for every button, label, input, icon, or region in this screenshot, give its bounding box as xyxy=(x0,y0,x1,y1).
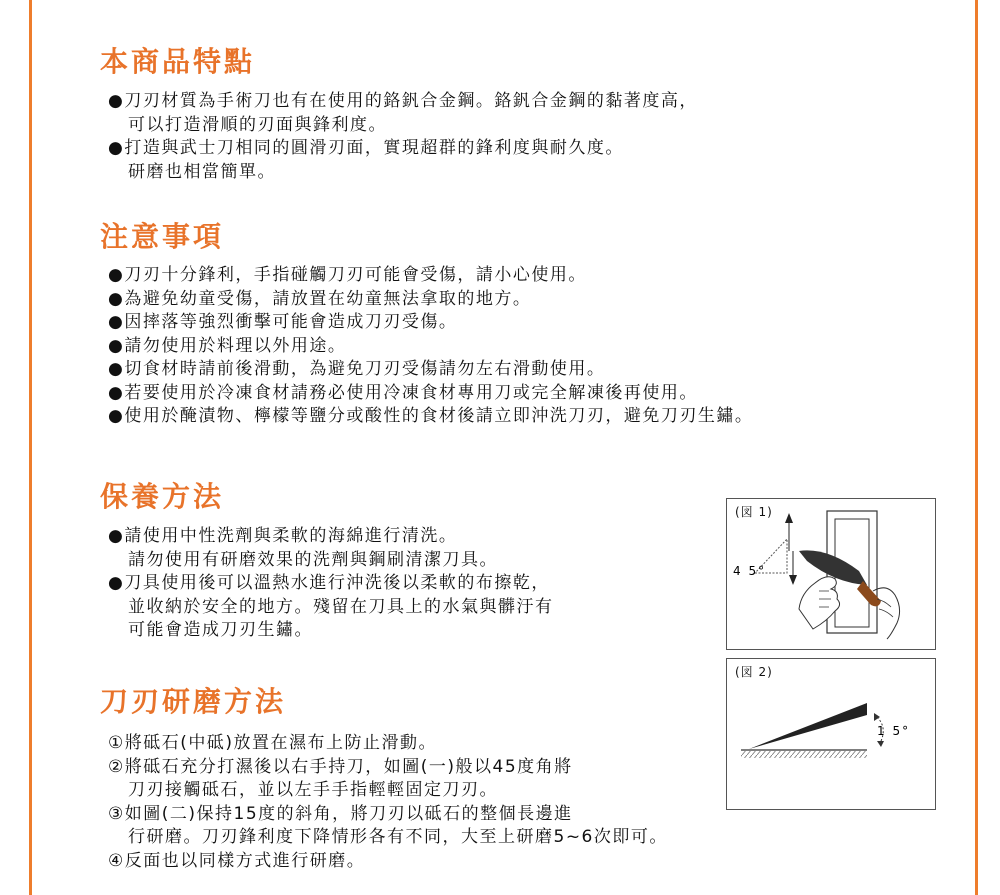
list-item: 並收納於安全的地方。殘留在刀具上的水氣與髒汙有 xyxy=(128,596,554,617)
sharpening-list xyxy=(108,732,668,873)
list-item: ●切食材時請前後滑動，為避免刀刃受傷請勿左右滑動使用。 xyxy=(108,359,606,379)
list-item: ①將砥石(中砥)放置在濕布上防止滑動。 xyxy=(108,733,438,753)
list-item: ●刀刃十分鋒利，手指碰觸刀刃可能會受傷，請小心使用。 xyxy=(108,265,587,285)
list-item: 可以打造滑順的刃面與鋒利度。 xyxy=(128,114,387,135)
right-border-line xyxy=(975,0,978,895)
list-item: ●若要使用於冷凍食材請務必使用冷凍食材專用刀或完全解凍後再使用。 xyxy=(108,382,698,403)
knife-45-degree-illustration xyxy=(727,499,935,649)
list-item: 請勿使用有研磨效果的洗劑與鋼刷清潔刀具。 xyxy=(128,549,498,570)
angle-45-label: 4 5° xyxy=(733,564,767,578)
heading-cautions: 注意事項 xyxy=(100,220,225,253)
heading-features: 本商品特點 xyxy=(100,45,256,78)
list-item: ●為避免幼童受傷，請放置在幼童無法拿取的地方。 xyxy=(108,288,532,309)
list-item: ③如圖(二)保持15度的斜角，將刀刃以砥石的整個長邊進 xyxy=(108,803,573,824)
figure-2 xyxy=(726,658,936,810)
list-item: ●使用於醃漬物、檸檬等鹽分或酸性的食材後請立即沖洗刀刃，避免刀刃生鏽。 xyxy=(108,406,754,426)
figure-1-label: (図 1) xyxy=(735,505,773,519)
list-item: 可能會造成刀刃生鏽。 xyxy=(128,620,313,640)
figure-1 xyxy=(726,498,936,650)
cautions-list xyxy=(108,264,753,429)
angle-15-label: 1 5° xyxy=(877,724,911,738)
care-list xyxy=(108,525,554,643)
list-item: ●刀刃材質為手術刀也有在使用的鉻釩合金鋼。鉻釩合金鋼的黏著度高， xyxy=(108,91,698,111)
knife-15-degree-illustration xyxy=(727,659,935,809)
list-item: ④反面也以同樣方式進行研磨。 xyxy=(108,850,366,871)
list-item: ●請使用中性洗劑與柔軟的海綿進行清洗。 xyxy=(108,526,458,546)
list-item: ●請勿使用於料理以外用途。 xyxy=(108,335,347,356)
figure-2-label: (図 2) xyxy=(735,665,773,679)
list-item: ②將砥石充分打濕後以右手持刀，如圖(一)般以45度角將 xyxy=(108,756,573,777)
list-item: 研磨也相當簡單。 xyxy=(128,161,276,182)
list-item: ●因摔落等強烈衝擊可能會造成刀刃受傷。 xyxy=(108,312,458,332)
list-item: ●刀具使用後可以溫熱水進行沖洗後以柔軟的布擦乾， xyxy=(108,573,550,593)
heading-sharpening: 刀刃研磨方法 xyxy=(100,685,287,718)
list-item: 刀刃接觸砥石，並以左手手指輕輕固定刀刃。 xyxy=(128,780,498,800)
heading-care: 保養方法 xyxy=(100,480,225,513)
left-border-line xyxy=(29,0,32,895)
list-item: 行研磨。刀刃鋒利度下降情形各有不同，大至上研磨5~6次即可。 xyxy=(128,827,668,847)
list-item: ●打造與武士刀相同的圓滑刃面，實現超群的鋒利度與耐久度。 xyxy=(108,138,624,158)
features-list xyxy=(108,90,698,184)
